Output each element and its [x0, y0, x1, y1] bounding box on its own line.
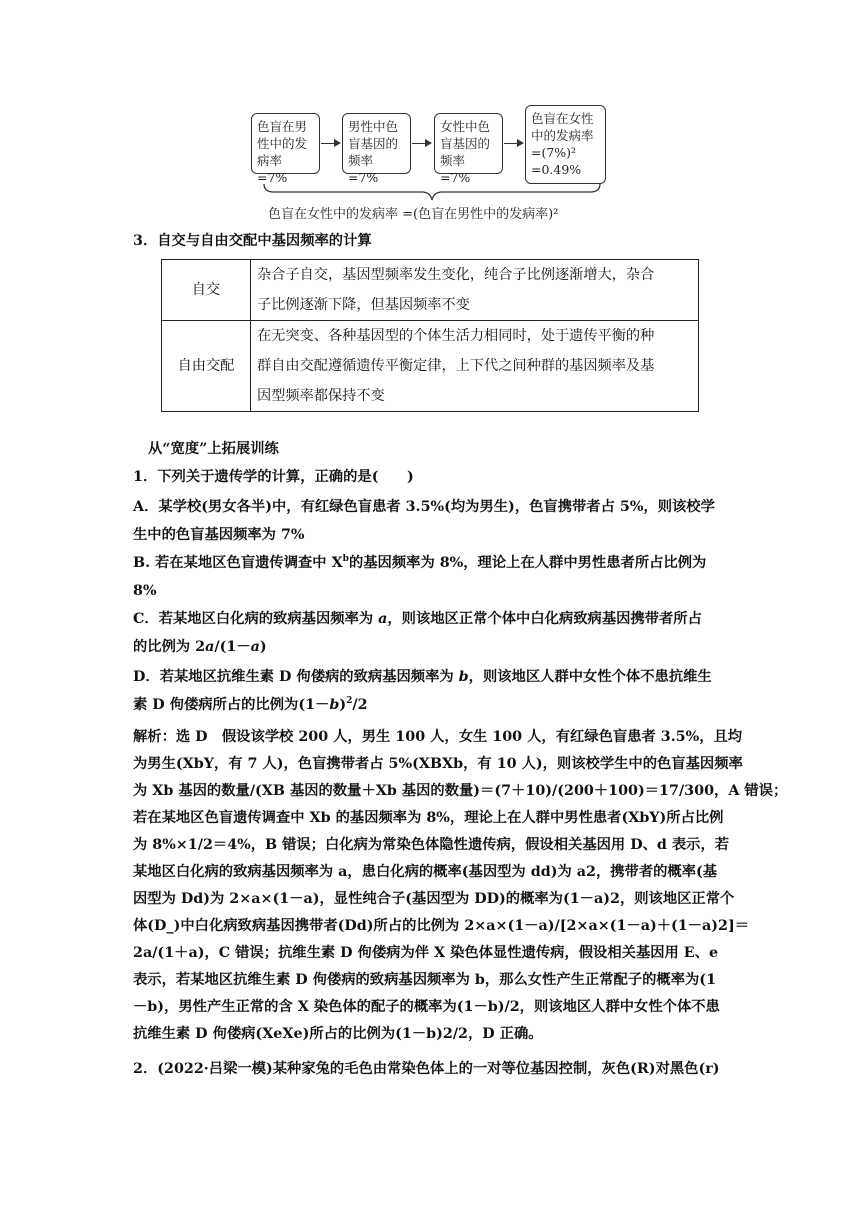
flow-box-line: 男性中色	[348, 119, 399, 134]
table-value-line: 子比例逐渐下降，但基因频率不变	[257, 297, 470, 313]
flow-box-line: 色盲在男	[257, 119, 308, 134]
flow-box-line: 中的发病率	[531, 128, 594, 143]
analysis-line: 2a/(1＋a)，C 错误；抗维生素 D 佝偻病为伴 X 染色体显性遗传病，假设相关基因用 E、e	[133, 945, 719, 961]
q1-option-b-line1	[133, 553, 733, 573]
italic-var: a	[250, 639, 260, 655]
flow-box-3	[434, 113, 503, 185]
flow-box-line: 色盲在女性	[531, 111, 594, 126]
q1-option-d-line2	[133, 695, 733, 715]
superscript: b	[342, 554, 349, 565]
superscript: 2	[346, 696, 353, 707]
question-source: 吕梁一模	[208, 1061, 266, 1077]
analysis-line: 体(D_)中白化病致病基因携带者(Dd)所占的比例为 2×a×(1－a)/[2×a×(1－a)＋(1－a)2]＝	[133, 918, 750, 934]
flow-caption: 色盲在女性中的发病率 =(色盲在男性中的发病率)²	[268, 207, 559, 222]
flow-box-line: 病率 =7%	[257, 153, 288, 185]
analysis-line: 为男生(XbY，有 7 人)，色盲携带者占 5%(XBXb，有 10 人)，则该校学生中的色盲基因频率	[133, 756, 743, 772]
text-segment: 素 D 佝偻病所占的比例为(1－	[133, 697, 330, 713]
comparison-table	[161, 259, 699, 412]
text-segment: C．若某地区白化病的致病基因频率为	[133, 611, 379, 627]
text-segment: ，则该地区人群中女性个体不患抗维生	[468, 669, 712, 685]
table-key: 自由交配	[162, 321, 251, 412]
section-3-title: 3．自交与自由交配中基因频率的计算	[133, 233, 372, 249]
text-segment: )某种家兔的毛色由常染色体上的一对等位基因控制，灰色(R)对黑色(r)	[265, 1061, 720, 1077]
text-segment: 2．(2022·	[133, 1061, 209, 1077]
text-segment: )	[339, 697, 347, 713]
analysis-line: 为 8%×1/2＝4%，B 错误；白化病为常染色体隐性遗传病，假设相关基因用 D、d 表示，若	[133, 837, 730, 853]
flow-box-4	[525, 105, 606, 184]
table-value-line: 在无突变、各种基因型的个体生活力相同时，处于遗传平衡的种	[257, 328, 655, 344]
flow-box-line: 盲基因的	[348, 136, 399, 151]
analysis-line: 表示，若某地区抗维生素 D 佝偻病的致病基因频率为 b，那么女性产生正常配子的概率为(1	[133, 972, 717, 988]
table-row	[162, 260, 699, 321]
flow-box-1	[251, 113, 320, 185]
analysis-line: 因型为 Dd)为 2×a×(1－a)，显性纯合子(基因型为 DD)的概率为(1－a)2，则该地区正常个	[133, 891, 735, 907]
italic-var: b	[329, 697, 340, 713]
table-row	[162, 321, 699, 412]
flow-box-2	[342, 113, 411, 185]
italic-var: a	[205, 639, 215, 655]
q1-option-c-line2	[133, 637, 733, 657]
italic-var: a	[378, 611, 388, 627]
analysis-line: 为 Xb 基因的数量/(XB 基因的数量＋Xb 基因的数量)＝(7＋10)/(200＋100)＝17/300，A 错误；	[133, 783, 788, 799]
table-value-line: 因型频率都保持不变	[257, 388, 385, 404]
flow-box-line: 女性中色	[440, 119, 491, 134]
table-value	[251, 321, 699, 412]
flow-box-line: 频率 =7%	[440, 153, 471, 185]
text-segment: 的基因频率为 8%，理论上在人群中男性患者所占比例为	[348, 555, 707, 571]
text-segment: /(1－	[214, 639, 251, 655]
analysis-line: 若在某地区色盲遗传调查中 Xb 的基因频率为 8%，理论上在人群中男性患者(XbY)所占比例	[133, 810, 724, 826]
q2-stem	[133, 1059, 733, 1079]
table-key: 自交	[162, 260, 251, 321]
flow-box-line: =0.49%	[531, 162, 582, 177]
analysis-line: 某地区白化病的致病基因频率为 a，患白化病的概率(基因型为 dd)为 a2，携带者的概率(基	[133, 864, 718, 880]
table-value-line: 群自由交配遵循遗传平衡定律，上下代之间种群的基因频率及基	[257, 358, 655, 374]
flow-brace	[262, 182, 602, 204]
flow-box-line: 盲基因的	[440, 136, 491, 151]
q1-option-d-line1	[133, 667, 733, 687]
table-value	[251, 260, 699, 321]
flow-box-line: 性中的发	[257, 136, 308, 151]
analysis-line: 解析：选 D 假设该学校 200 人，男生 100 人，女生 100 人，有红绿色盲患者 3.5%，且均	[133, 729, 743, 745]
q1-option-c-line1	[133, 609, 733, 629]
q1-option-a-line2: 生中的色盲基因频率为 7%	[133, 527, 305, 543]
flow-box-line: =(7%)²	[531, 145, 577, 160]
flow-box-line: 频率 =7%	[348, 153, 379, 185]
analysis-line: －b)，男性产生正常的含 X 染色体的配子的概率为(1－b)/2，则该地区人群中女性个体不患	[133, 999, 720, 1015]
q1-option-b-line2: 8%	[133, 583, 157, 599]
text-segment: )	[259, 639, 267, 655]
text-segment: 的比例为 2	[133, 639, 206, 655]
q1-stem: 1．下列关于遗传学的计算，正确的是( )	[133, 469, 414, 485]
text-segment: /2	[352, 697, 368, 713]
text-segment: D．若某地区抗维生素 D 佝偻病的致病基因频率为	[133, 669, 459, 685]
table-value-line: 杂合子自交，基因型频率发生变化，纯合子比例逐渐增大，杂合	[257, 267, 655, 283]
q1-option-a-line1: A．某学校(男女各半)中，有红绿色盲患者 3.5%(均为男生)，色盲携带者占 5%，则该校学	[133, 499, 715, 515]
text-segment: ，则该地区正常个体中白化病致病基因携带者所占	[387, 611, 702, 627]
italic-var: b	[458, 669, 469, 685]
analysis-line: 抗维生素 D 佝偻病(XeXe)所占的比例为(1－b)2/2，D 正确。	[133, 1026, 543, 1042]
text-segment: B. 若在某地区色盲遗传调查中 X	[133, 555, 343, 571]
practice-heading: 从“宽度”上拓展训练	[148, 441, 279, 457]
